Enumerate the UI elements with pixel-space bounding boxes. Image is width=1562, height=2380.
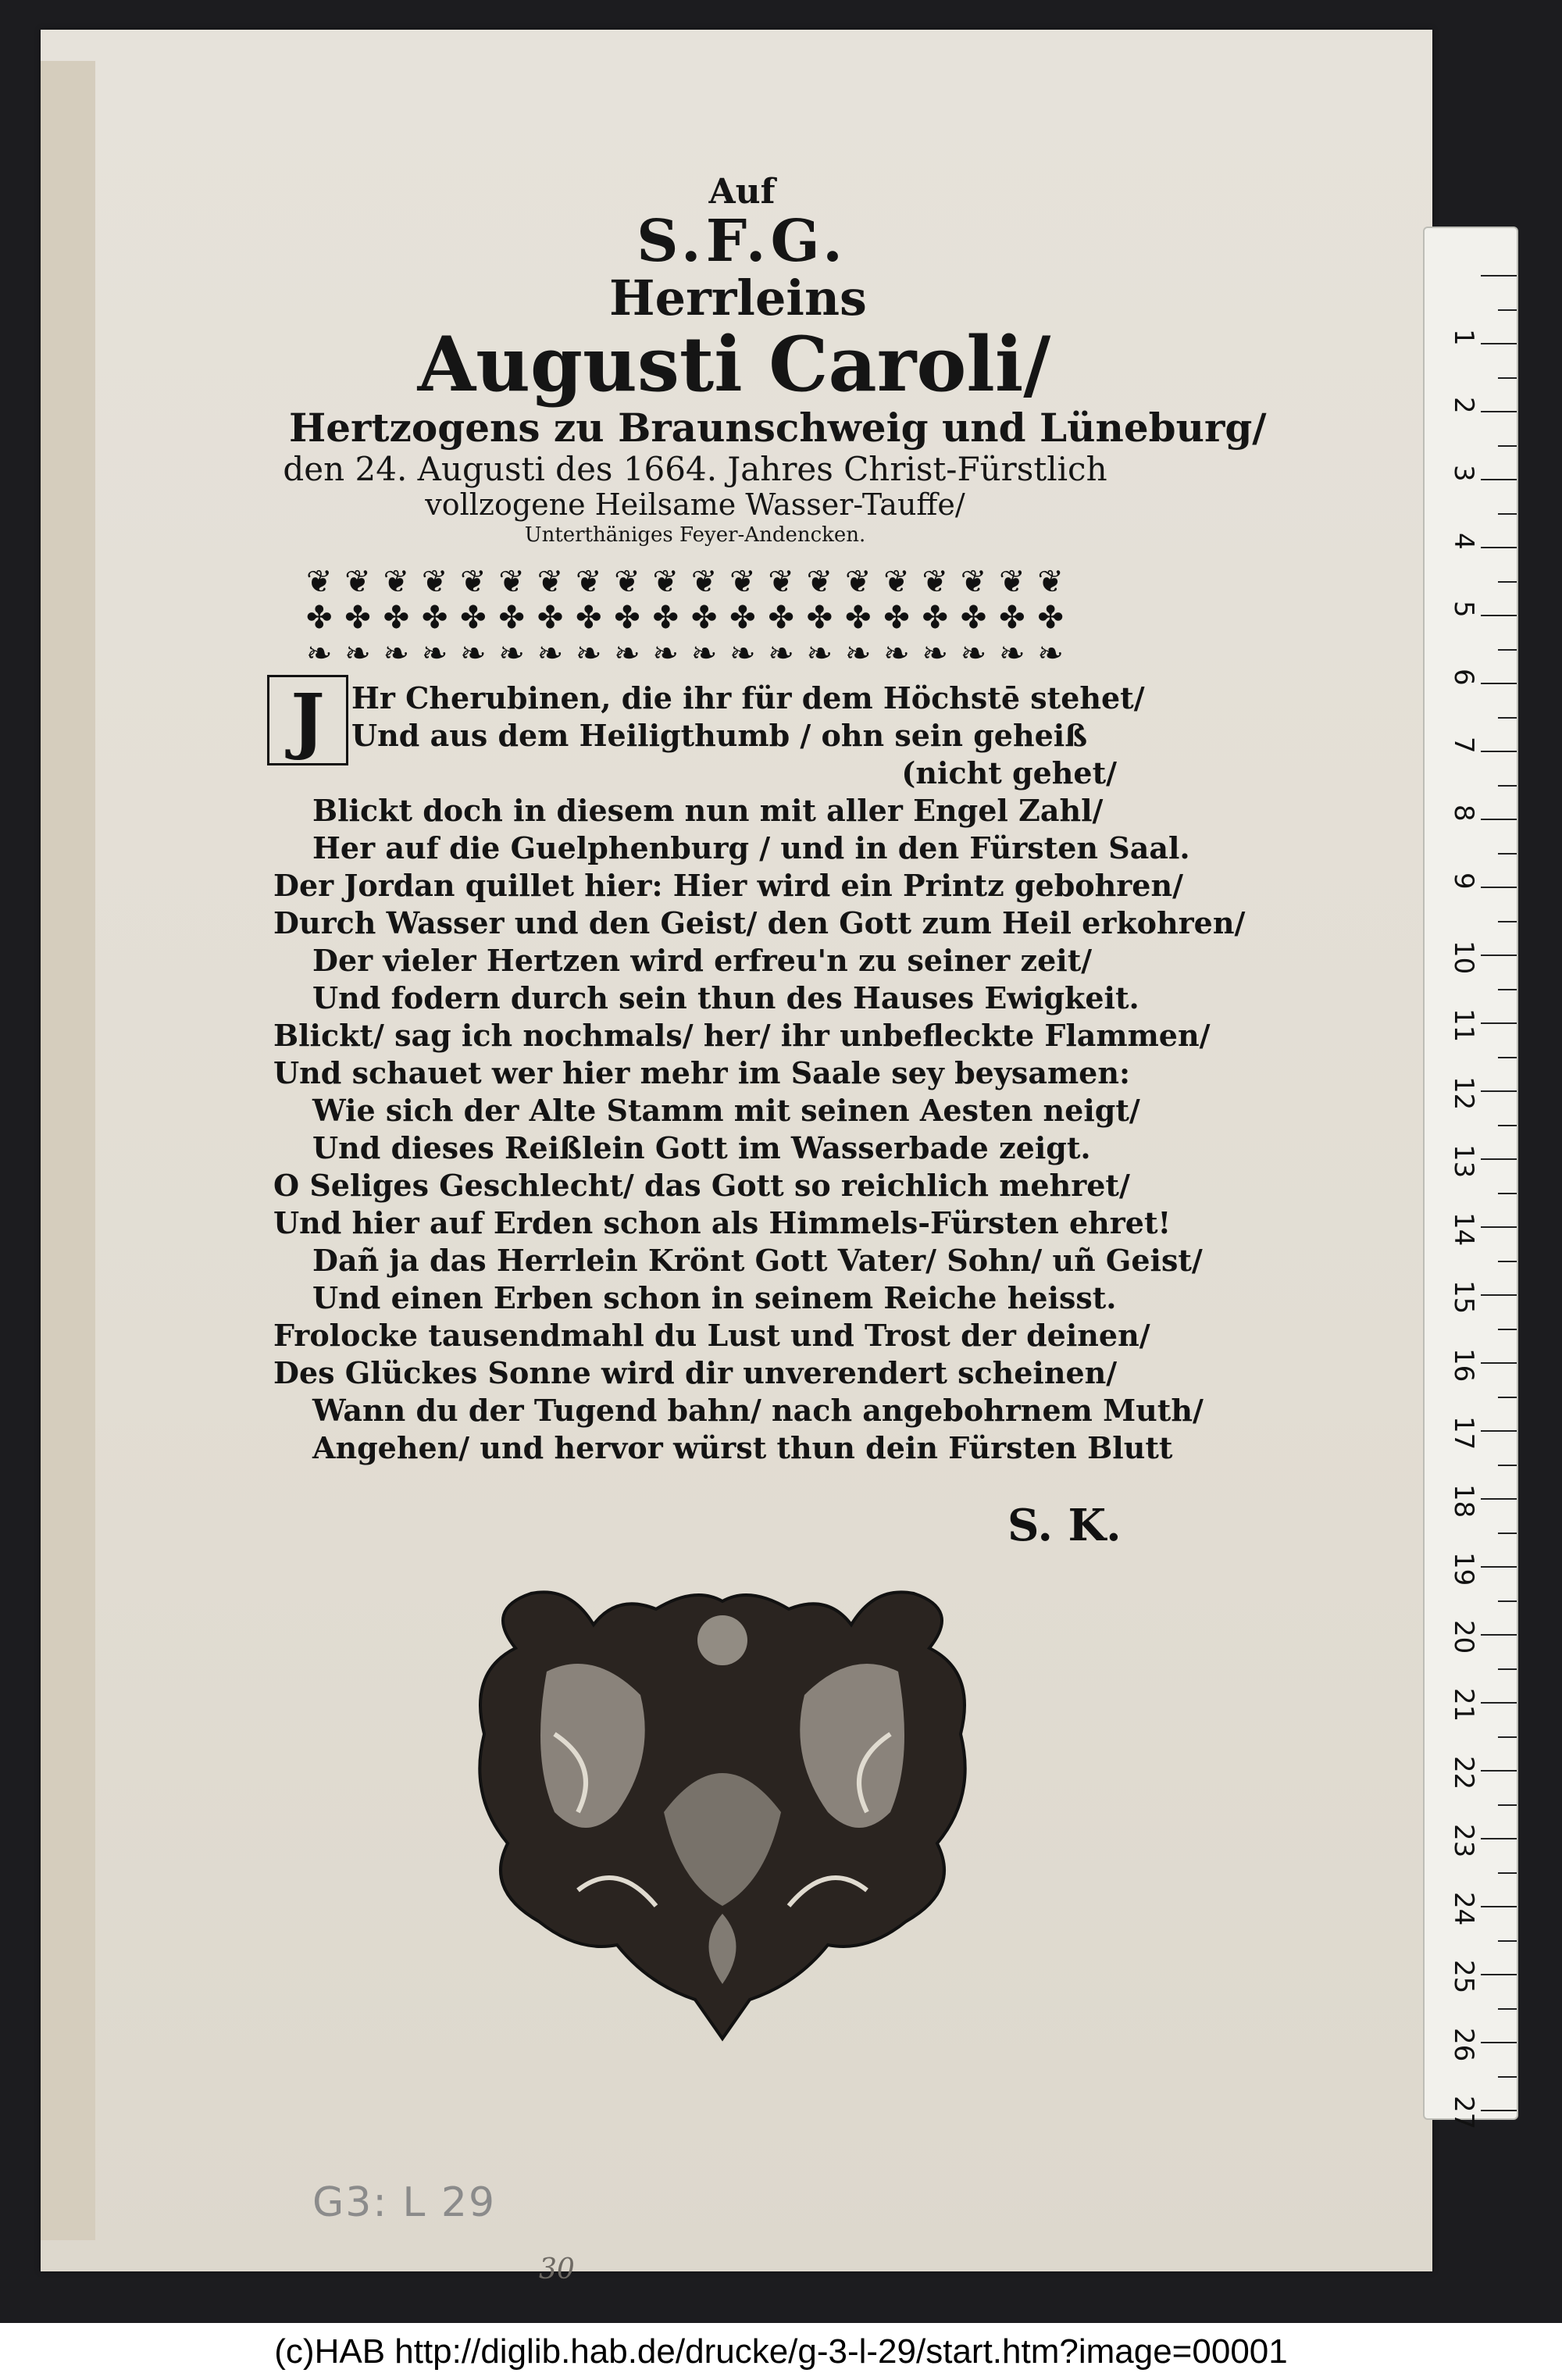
ruler-tick — [1481, 411, 1517, 412]
title-auf: Auf — [708, 172, 776, 212]
ruler-tick — [1481, 954, 1517, 956]
ruler-tick — [1481, 615, 1517, 616]
ruler-tick — [1498, 989, 1517, 990]
ruler-number: 25 — [1448, 1960, 1479, 1994]
ruler-number: 10 — [1448, 940, 1479, 975]
poem-line: Und hier auf Erden schon als Himmels-Fürsten ehret! — [273, 1205, 1172, 1240]
ruler-number: 4 — [1448, 533, 1479, 550]
ruler-tick — [1498, 1668, 1517, 1670]
ruler-tick — [1481, 1158, 1517, 1160]
ruler-tick — [1498, 2076, 1517, 2078]
ruler-tick — [1481, 683, 1517, 684]
fleuron-row-middle: ✤ ✤ ✤ ✤ ✤ ✤ ✤ ✤ ✤ ✤ ✤ ✤ ✤ ✤ ✤ ✤ ✤ ✤ ✤ ✤ — [306, 600, 1064, 636]
ruler-tick — [1498, 717, 1517, 719]
page-binding-edge — [41, 61, 95, 2240]
poem-line: Durch Wasser und den Geist/ den Gott zum Heil erkohren/ — [273, 905, 1246, 940]
ruler-tick — [1481, 1022, 1517, 1024]
ruler-tick — [1481, 547, 1517, 548]
ruler-tick — [1498, 2008, 1517, 2010]
ruler-tick — [1481, 1498, 1517, 1500]
ruler-number: 15 — [1448, 1280, 1479, 1315]
ruler-number: 11 — [1448, 1008, 1479, 1043]
poem-line: Angehen/ und hervor würst thun dein Fürsten Blutt — [312, 1430, 1173, 1465]
ruler-number: 27 — [1448, 2096, 1479, 2130]
title-date-line: den 24. Augusti des 1664. Jahres Christ-Fürstlich — [283, 449, 1107, 488]
ruler-tick — [1498, 377, 1517, 379]
poem-line: Und aus dem Heiligthumb / ohn sein geheiß — [351, 718, 1088, 753]
ruler-number: 19 — [1448, 1552, 1479, 1586]
ruler-tick — [1498, 1125, 1517, 1126]
ruler-number: 24 — [1448, 1892, 1479, 1926]
ruler-number: 16 — [1448, 1348, 1479, 1383]
drop-capital: J — [267, 675, 348, 765]
ruler-tick — [1481, 1294, 1517, 1296]
ruler-tick — [1481, 1226, 1517, 1228]
ruler-tick — [1498, 513, 1517, 515]
handwritten-shelfmark: G3: L 29 — [312, 2179, 497, 2226]
ruler-number: 9 — [1448, 872, 1479, 890]
ruler-tick — [1498, 1804, 1517, 1806]
ruler-tick — [1481, 1566, 1517, 1568]
ruler-tick — [1498, 1940, 1517, 1942]
title-unterth-line: Unterthäniges Feyer-Andencken. — [524, 523, 866, 547]
ruler-tick — [1481, 1362, 1517, 1364]
fleuron-row-bottom: ❧ ❧ ❧ ❧ ❧ ❧ ❧ ❧ ❧ ❧ ❧ ❧ ❧ ❧ ❧ ❧ ❧ ❧ ❧ ❧ — [306, 636, 1064, 672]
ruler-tick — [1481, 1838, 1517, 1839]
poem-line: Blickt doch in diesem nun mit aller Engel Zahl/ — [312, 793, 1104, 828]
ruler-tick — [1481, 1906, 1517, 1907]
ruler-tick — [1498, 1193, 1517, 1194]
ruler-tick — [1498, 785, 1517, 787]
ruler-tick — [1481, 1974, 1517, 1975]
ruler-tick — [1481, 479, 1517, 480]
ruler-tick — [1498, 581, 1517, 583]
ruler-tick — [1498, 921, 1517, 922]
title-name: Augusti Caroli/ — [417, 319, 1051, 409]
ruler-tick — [1481, 1770, 1517, 1772]
poem-line: Und schauet wer hier mehr im Saale sey beysamen: — [273, 1055, 1130, 1090]
ruler-tick — [1498, 1329, 1517, 1330]
ruler-tick — [1498, 445, 1517, 447]
ruler-tick — [1481, 275, 1517, 277]
ruler-number: 20 — [1448, 1620, 1479, 1654]
handwritten-page-number: 30 — [539, 2253, 575, 2285]
ruler-tick — [1481, 819, 1517, 820]
ruler-tick — [1481, 1430, 1517, 1432]
ruler-tick — [1481, 2110, 1517, 2111]
ruler-number: 3 — [1448, 465, 1479, 482]
poem-line: Frolocke tausendmahl du Lust und Trost der deinen/ — [273, 1318, 1150, 1353]
ruler-tick — [1498, 649, 1517, 651]
fleuron-row-top: ❦ ❦ ❦ ❦ ❦ ❦ ❦ ❦ ❦ ❦ ❦ ❦ ❦ ❦ ❦ ❦ ❦ ❦ ❦ ❦ — [306, 564, 1064, 600]
poem-line: (nicht gehet/ — [901, 755, 1117, 790]
ornamental-vignette-image — [461, 1578, 984, 2046]
ruler-number: 18 — [1448, 1484, 1479, 1518]
title-taufe-line: vollzogene Heilsame Wasser-Tauffe/ — [425, 487, 965, 523]
title-initials: S.F.G. — [637, 208, 847, 275]
ruler-number: 17 — [1448, 1416, 1479, 1450]
ruler-tick — [1481, 2042, 1517, 2043]
ruler-number: 13 — [1448, 1144, 1479, 1179]
ruler-number: 1 — [1448, 329, 1479, 346]
ruler-tick — [1481, 751, 1517, 752]
ruler-number: 12 — [1448, 1076, 1479, 1111]
poem-line: Hr Cherubinen, die ihr für dem Höchstē stehet/ — [351, 680, 1145, 715]
poem-line: Des Glückes Sonne wird dir unverendert scheinen/ — [273, 1355, 1118, 1390]
ruler-tick — [1498, 853, 1517, 855]
ruler-tick — [1498, 1057, 1517, 1058]
ruler-number: 8 — [1448, 805, 1479, 822]
title-hertzogens: Hertzogens zu Braunschweig und Lüneburg/ — [289, 405, 1267, 451]
ruler-number: 2 — [1448, 397, 1479, 414]
ruler-tick — [1498, 1533, 1517, 1534]
ruler-tick — [1498, 1261, 1517, 1262]
ruler-tick — [1498, 1465, 1517, 1466]
ruler-tick — [1481, 343, 1517, 344]
fleuron-border — [306, 564, 1064, 673]
ruler-tick — [1481, 1090, 1517, 1092]
ruler-number: 26 — [1448, 2028, 1479, 2062]
poem-line: Dañ ja das Herrlein Krönt Gott Vater/ Sohn/ uñ Geist/ — [312, 1243, 1203, 1278]
ruler-tick — [1481, 1634, 1517, 1636]
poem-line: Der vieler Hertzen wird erfreu'n zu seiner zeit/ — [312, 943, 1093, 978]
poem-line: Blickt/ sag ich nochmals/ her/ ihr unbefleckte Flammen/ — [273, 1018, 1211, 1053]
poem-line: Und fodern durch sein thun des Hauses Ewigkeit. — [312, 980, 1139, 1015]
title-block — [266, 172, 1267, 548]
ruler-number: 14 — [1448, 1212, 1479, 1247]
poem-line: Und dieses Reißlein Gott im Wasserbade zeigt. — [312, 1130, 1091, 1165]
signature-initials: S. K. — [1007, 1500, 1122, 1551]
poem-line: Wie sich der Alte Stamm mit seinen Aesten neigt/ — [312, 1093, 1140, 1128]
poem — [273, 678, 1246, 1467]
poem-line: Her auf die Guelphenburg / und in den Fürsten Saal. — [312, 830, 1190, 865]
ruler-tick — [1498, 1736, 1517, 1738]
ruler-number: 22 — [1448, 1756, 1479, 1790]
poem-line: O Seliges Geschlecht/ das Gott so reichlich mehret/ — [273, 1168, 1130, 1203]
title-herrleins: Herrleins — [609, 269, 867, 326]
poem-line: Und einen Erben schon in seinem Reiche heisst. — [312, 1280, 1117, 1315]
ruler-number: 21 — [1448, 1688, 1479, 1722]
ruler-tick — [1481, 887, 1517, 888]
ruler-tick — [1481, 1702, 1517, 1704]
ruler-tick — [1498, 1397, 1517, 1398]
poem-line: Der Jordan quillet hier: Hier wird ein Printz gebohren/ — [273, 868, 1183, 903]
ruler-number: 7 — [1448, 737, 1479, 754]
ruler-number: 23 — [1448, 1824, 1479, 1858]
poem-line: Wann du der Tugend bahn/ nach angebohrnem Muth/ — [312, 1393, 1204, 1428]
ruler-tick — [1498, 1600, 1517, 1602]
measuring-ruler — [1423, 227, 1518, 2130]
ruler-tick — [1498, 1872, 1517, 1874]
ruler-number: 5 — [1448, 601, 1479, 618]
ruler-number: 6 — [1448, 669, 1479, 686]
ruler-tick — [1498, 309, 1517, 311]
copyright-footer: (c)HAB http://diglib.hab.de/drucke/g-3-l-29/start.htm?image=00001 — [0, 2323, 1562, 2380]
